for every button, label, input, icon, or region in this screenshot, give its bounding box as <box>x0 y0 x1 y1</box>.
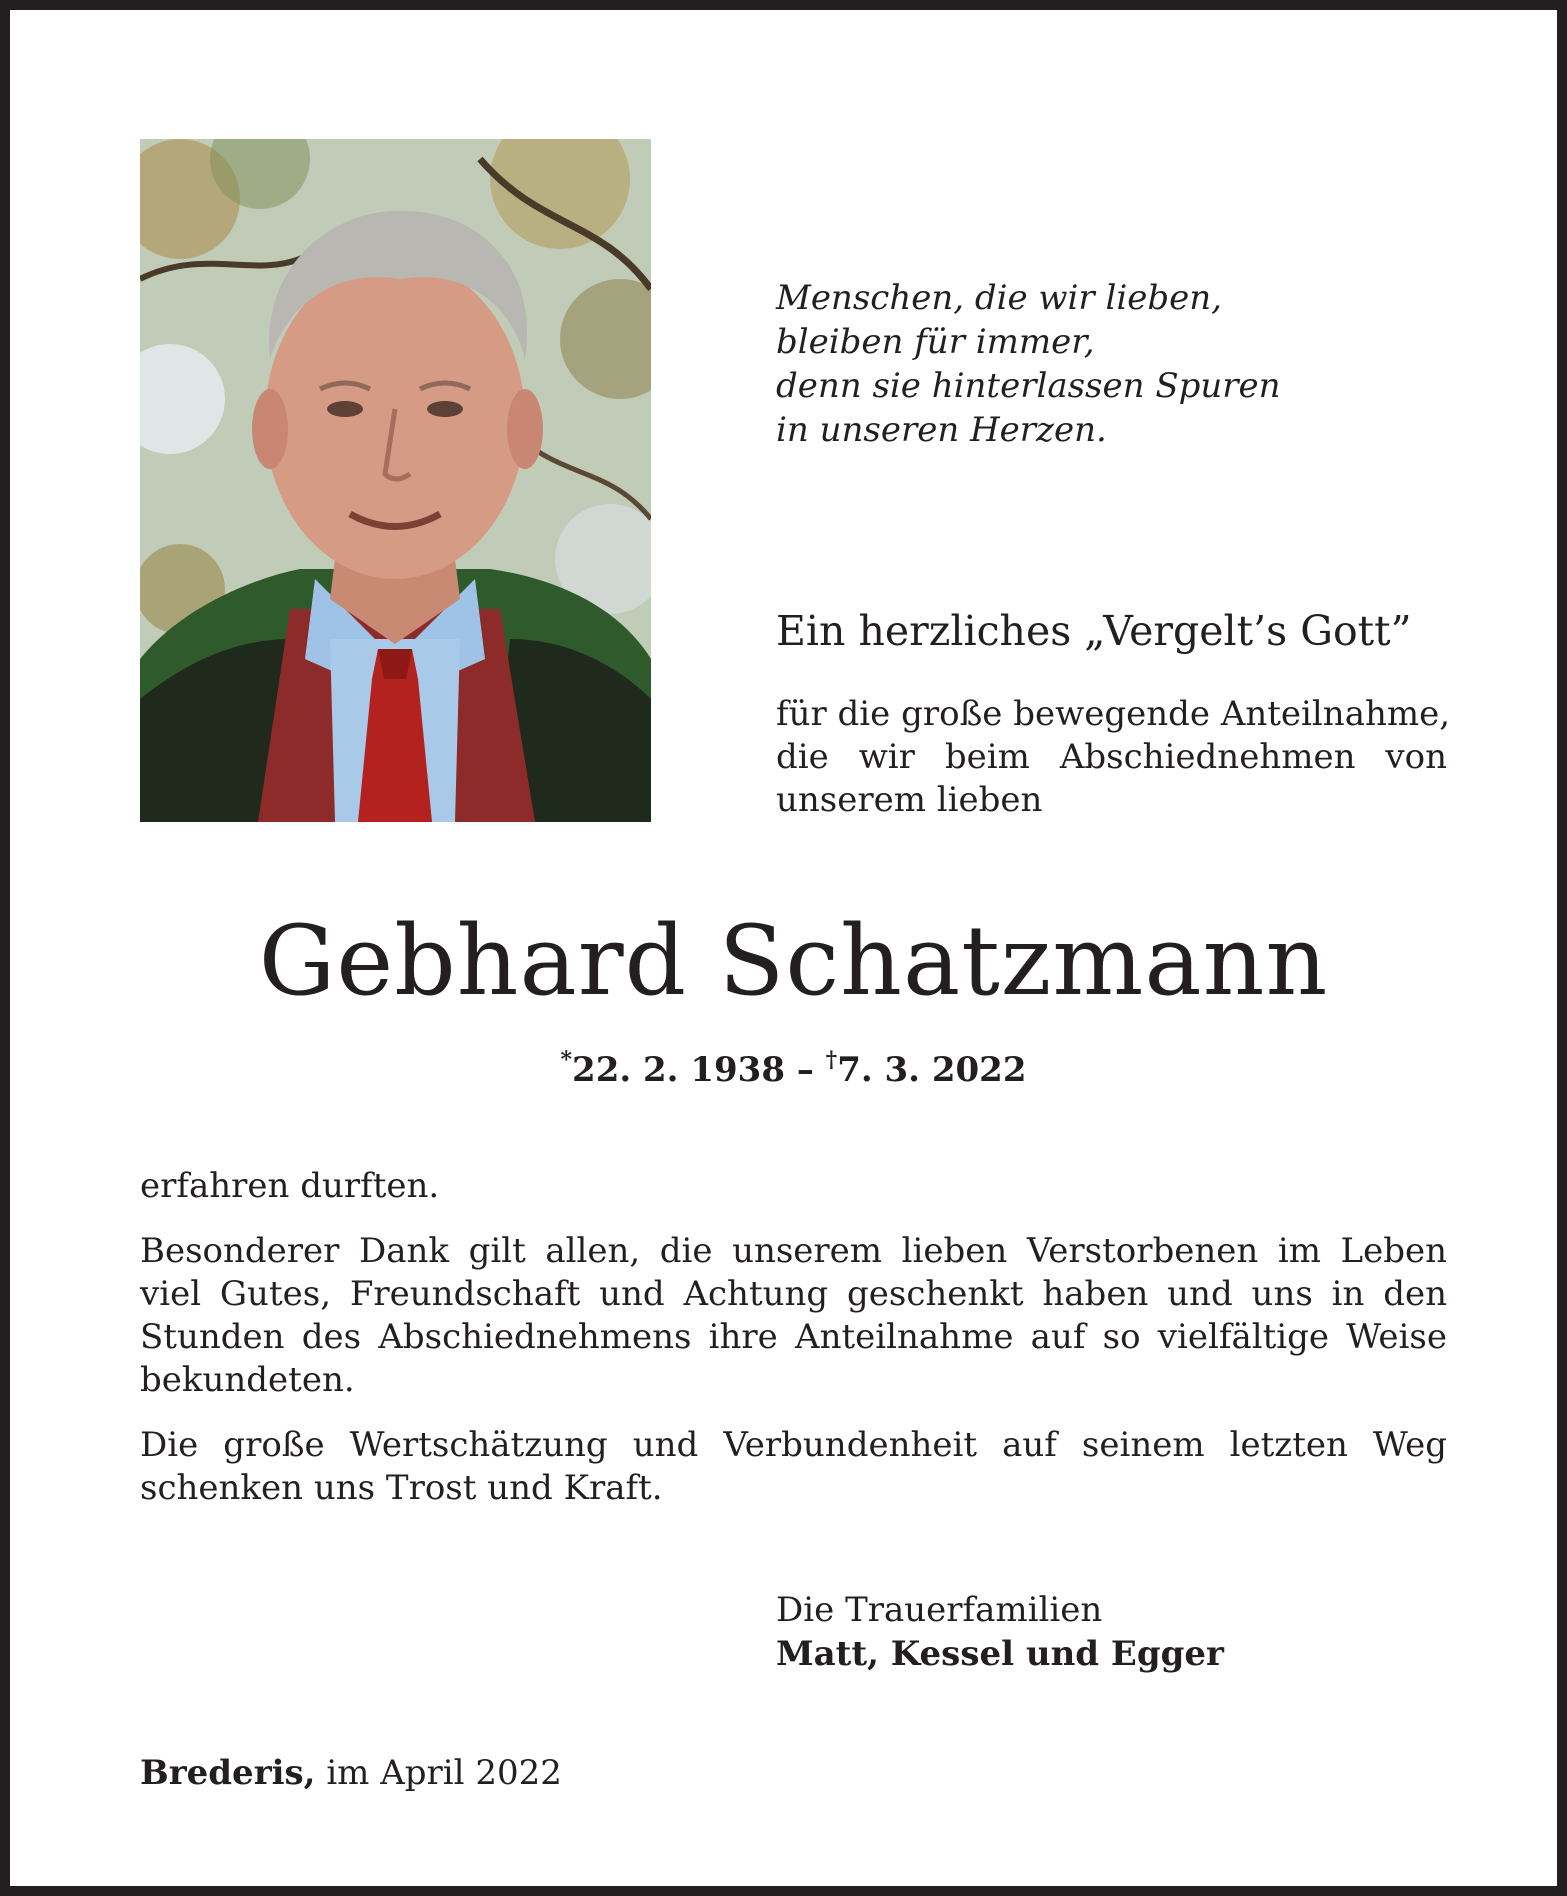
poem-line: bleiben für immer, <box>776 322 1095 362</box>
thanks-intro-line: für die große bewegende Anteilnahme, <box>776 694 1451 734</box>
paragraph-line: Die große Wertschätzung und Verbundenheit auf seinem letzten Weg <box>140 1425 1447 1465</box>
paragraph-line: viel Gutes, Freundschaft und Achtung geschenkt haben und uns in den <box>140 1274 1447 1314</box>
paragraph-1 <box>140 1230 1447 1402</box>
paragraph-2 <box>140 1424 1447 1510</box>
poem-line: Menschen, die wir lieben, <box>776 278 1222 318</box>
signoff <box>776 1588 1224 1676</box>
deceased-name: Gebhard Schatzmann <box>258 905 1329 1017</box>
birth-date: 22. 2. 1938 <box>572 1050 785 1090</box>
date-separator: – <box>796 1050 814 1090</box>
paragraph-line: Besonderer Dank gilt allen, die unserem lieben Verstorbenen im Leben <box>140 1231 1447 1271</box>
place-month: im April 2022 <box>326 1753 562 1793</box>
memorial-poem <box>776 276 1281 452</box>
thanks-intro <box>776 693 1451 822</box>
place-town: Brederis, <box>140 1753 316 1793</box>
death-date: 7. 3. 2022 <box>837 1050 1027 1090</box>
family-names: Matt, Kessel und Egger <box>776 1634 1224 1674</box>
poem-line: denn sie hinterlassen Spuren <box>776 366 1281 406</box>
thanks-heading: Ein herzliches „Vergelt’s Gott” <box>776 607 1412 655</box>
birth-symbol: * <box>560 1047 573 1073</box>
thanks-intro-line: die wir beim Abschiednehmen von <box>776 737 1447 777</box>
thanks-intro-line: unserem lieben <box>776 780 1043 820</box>
continuation-text: erfahren durften. <box>140 1166 440 1206</box>
portrait-photo <box>140 139 651 822</box>
poem-line: in unseren Herzen. <box>776 410 1107 450</box>
life-dates <box>10 1038 1567 1092</box>
signoff-label: Die Trauerfamilien <box>776 1590 1103 1630</box>
paragraph-line: Stunden des Abschiednehmens ihre Anteilnahme auf so vielfältige Weise <box>140 1317 1447 1357</box>
death-symbol: † <box>825 1047 838 1073</box>
paragraph-line: schenken uns Trost und Kraft. <box>140 1468 663 1508</box>
body-text <box>140 1165 1447 1510</box>
paragraph-line: bekundeten. <box>140 1360 355 1400</box>
place-date <box>140 1751 562 1795</box>
